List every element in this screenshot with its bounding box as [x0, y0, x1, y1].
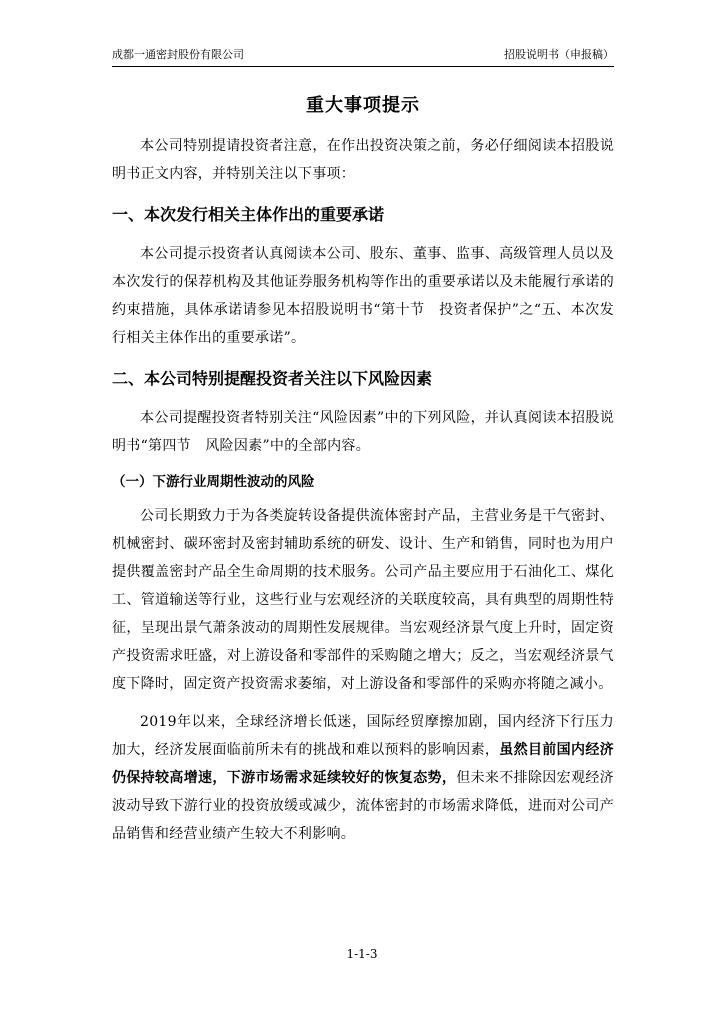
section-2-heading: 二、本公司特别提醒投资者关注以下风险因素: [112, 369, 433, 388]
section-2-paragraph: 本公司提醒投资者特别关注“风险因素”中的下列风险，并认真阅读本招股说明书“第四节 风险因素”中的全部内容。: [112, 410, 614, 454]
subsection-1-heading: （一）下游行业周期性波动的风险: [112, 474, 315, 490]
intro-paragraph: 本公司特别提请投资者注意，在作出投资决策之前，务必仔细阅读本招股说明书正文内容，并特别关注以下事项：: [112, 138, 614, 182]
page-header: [112, 46, 614, 67]
subsection-1-paragraph-1: 公司长期致力于为各类旋转设备提供流体密封产品，主营业务是干气密封、机械密封、碳环密封及密封辅助系统的研发、设计、生产和销售，同时也为用户提供覆盖密封产品全生命周期的技术服务。公司产品主要应用于石油化工、煤化工、管道输送等行业，这些行业与宏观经济的关联度较高，具有典型的周期性特征，呈现出景气萧条波动的周期性发展规律。当宏观经济景气度上升时，固定资产投资需求旺盛，对上游设备和零部件的采购随之增大；反之，当宏观经济景气度下降时，固定资产投资需求萎缩，对上游设备和零部件的采购亦将随之减小。: [112, 508, 614, 692]
page-content: [112, 94, 614, 848]
section-1-heading: 一、本次发行相关主体作出的重要承诺: [112, 205, 385, 224]
header-document-type: 招股说明书（申报稿）: [504, 48, 614, 61]
page-title: 重大事项提示: [306, 95, 420, 116]
paragraph-2-lead-text: 2019年以来，全球经济增长低迷，国际经贸摩擦加剧，国内经济下行压力加大，经济发展面临前所未有的挑战和难以预料的影响因素，: [112, 714, 614, 758]
page-number: 1-1-3: [346, 947, 378, 961]
section-1-paragraph: 本公司提示投资者认真阅读本公司、股东、董事、监事、高级管理人员以及本次发行的保荐机构及其他证券服务机构等作出的重要承诺以及未能履行承诺的约束措施，具体承诺请参见本招股说明书“第十节 投资者保护”之“五、本次发行相关主体作出的重要承诺”。: [112, 246, 614, 346]
paragraph-2-emphasis-text: 虽然目前国内经济仍保持较高增速，下游市场需求延续较好的恢复态势，: [112, 742, 614, 786]
header-company-name: 成都一通密封股份有限公司: [112, 48, 244, 61]
paragraph-2-trailing-text: 但未来不排除因宏观经济波动导致下游行业的投资放缓或减少，流体密封的市场需求降低，进而对公司产品销售和经营业绩产生较大不利影响。: [112, 770, 614, 842]
subsection-1-paragraph-2: [112, 708, 614, 848]
